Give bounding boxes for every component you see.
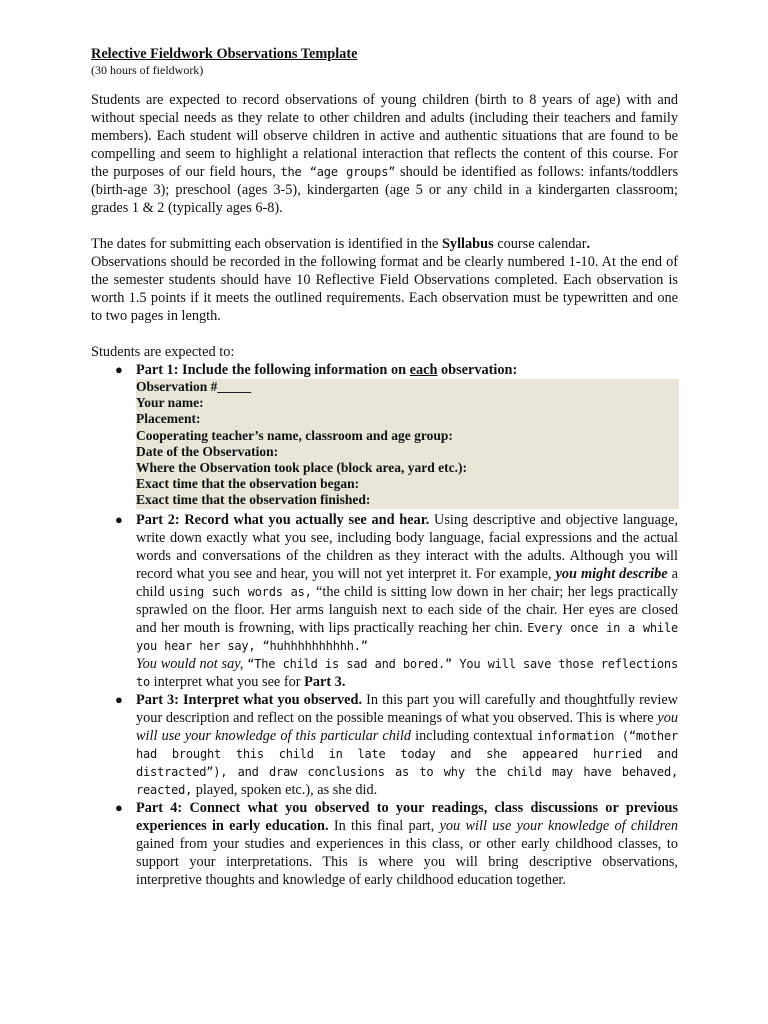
submission-paragraph — [91, 235, 678, 325]
part-4-text-1: In this final part, — [333, 817, 435, 834]
part-3-italic: you will use your knowledge of this particular child — [136, 709, 679, 744]
bullet-icon: ● — [115, 799, 123, 815]
part-1-tail: observation: — [441, 362, 518, 378]
part-2-would-not: You would not say, — [136, 655, 244, 672]
part-4-italic: you will use your knowledge of children — [439, 817, 678, 834]
part-2-might-describe: you might describe — [555, 565, 668, 582]
intro-paragraph-end: should be identified as follows: infants/toddlers (birth-age 3); preschool (ages 3-5), kindergarten (age 5 or any child in a kindergarten classroom; grades 1 & 2 (typically ages 6-8). — [91, 164, 679, 216]
part-3-lead: Part 3: Interpret what you observed. — [136, 691, 363, 708]
part-3-text-2: including contextual — [415, 727, 533, 744]
part-1-lead: Part 1: Include the following information on — [136, 362, 407, 378]
part-2-item — [91, 511, 678, 691]
parts-list — [91, 361, 678, 889]
bullet-icon: ● — [115, 511, 123, 527]
bullet-icon: ● — [115, 362, 123, 377]
observation-fields-box — [136, 379, 679, 509]
observation-field-label: Your name: — [136, 395, 204, 411]
part-3-mono: information (“mother had brought this child in late today and she appeared hurried and distracted”), and draw conclusions as to why the child may have behaved, reacted, — [136, 728, 678, 797]
submission-text-pre: The dates for submitting each observation is identified in the — [91, 236, 439, 252]
part-2-part3-ref: Part 3. — [304, 673, 346, 690]
observation-field-label: Placement: — [136, 411, 201, 427]
part-4-text-2: gained from your studies and experiences in this class, or other early childhood classes, to support your interpretations. This is where you will bring descriptive observations, interpretive thoughts and knowledge of early childhood education together. — [136, 835, 678, 888]
observation-field-label: Date of the Observation: — [136, 443, 279, 459]
submission-dot: . — [586, 236, 591, 252]
document-subtitle: (30 hours of fieldwork) — [91, 63, 204, 77]
observation-field-label: Exact time that the observation began: — [136, 476, 360, 492]
observation-field-label: Cooperating teacher’s name, classroom and age group: — [136, 427, 453, 443]
age-groups-quote: the “age groups” — [280, 165, 396, 179]
submission-text-rest: Observations should be recorded in the following format and be clearly numbered 1-10. At the end of the semester students should have 10 Reflective Field Observations completed. Each observation is worth 1.5 points if it meets the outlined requirements. Each observation must be typewritten and one to two pages in length. — [91, 254, 678, 324]
part-2-text-1: Using descriptive and objective language, write down exactly what you see, including body language, facial expressions and the actual words and conversations of the children as they interact with the adults. Although you will record what you see and hear, you will not yet interpret it. For example, — [136, 511, 678, 582]
part-2-text-2: a child — [136, 565, 678, 600]
part-4-lead: Part 4: Connect what you observed to your readings, class discussions or previous experiences in early education. — [136, 799, 678, 834]
part-3-text-3: played, spoken etc.), as she did. — [195, 781, 378, 798]
part-3-item — [91, 691, 678, 799]
document-title: Relective Fieldwork Observations Template — [91, 46, 358, 62]
submission-text-post: course calendar — [497, 236, 587, 252]
part-4-item — [91, 799, 678, 889]
part-2-text-3: “the child is sitting low down in her chair; her legs practically sprawled on the floor. Her arms languish next to each side of the chair. Her eyes are closed and her mouth is frowning, with lips practically reaching her chin. — [136, 583, 678, 636]
expectations-intro: Students are expected to: — [91, 344, 235, 360]
observation-field-label: Where the Observation took place (block area, yard etc.): — [136, 460, 467, 476]
syllabus-term: Syllabus — [441, 236, 494, 252]
part-2-mono-3: “The child is sad and bored.” You will save those reflections to — [136, 656, 678, 689]
part-2-mono-2: Every once in a while you hear her say, “huhhhhhhhhhh.” — [136, 620, 679, 653]
part-3-text-1: In this part you will carefully and thoughtfully review your description and reflect on the possible meanings of what you observed. This is where — [136, 691, 678, 726]
part-1-each: each — [409, 362, 438, 378]
observation-field-label: Exact time that the observation finished: — [136, 492, 371, 508]
part-2-text-4: interpret what you see for — [153, 673, 301, 690]
observation-field-label: Observation #_____ — [136, 379, 252, 394]
part-2-mono-1: using such words as, — [168, 584, 312, 599]
part-2-lead: Part 2: Record what you actually see and hear. — [136, 511, 430, 528]
intro-paragraph-text: Students are expected to record observations of young children (birth to 8 years of age) with and without special needs as they relate to other children and adults (including their teachers and family members). Each student will observe children in active and authentic situations that are found to be compelling and seem to highlight a relational interaction that reflects the content of this course. For the purposes of our field hours, — [91, 92, 678, 180]
bullet-icon: ● — [115, 691, 123, 707]
part-1-item — [91, 361, 678, 509]
intro-paragraph — [91, 91, 678, 217]
